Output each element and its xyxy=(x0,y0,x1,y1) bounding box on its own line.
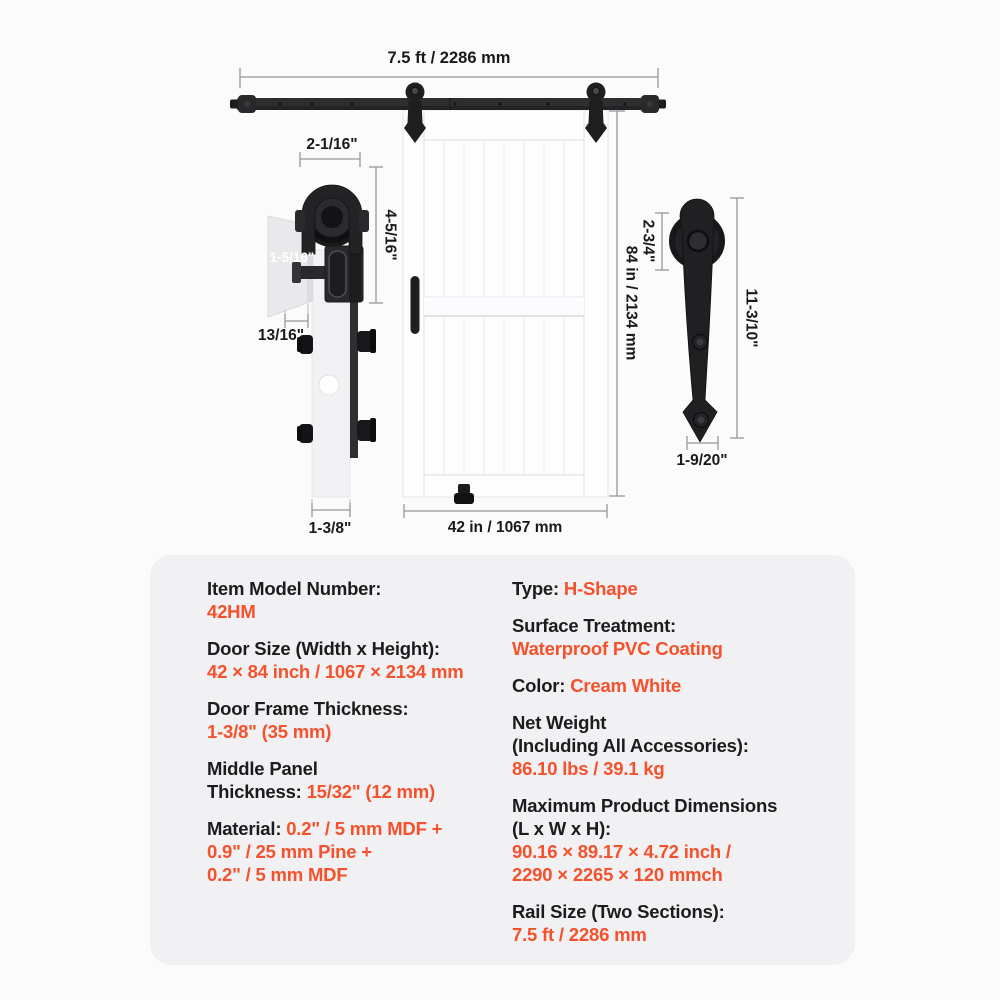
door-handle xyxy=(411,276,420,334)
spec-label: Color: xyxy=(512,675,571,696)
spec-item xyxy=(512,577,842,600)
spec-line xyxy=(512,923,842,946)
spec-value: 0.2" / 5 mm MDF + xyxy=(286,818,443,839)
spec-line xyxy=(207,577,499,600)
spec-item xyxy=(207,637,499,683)
spec-value: 15/32" (12 mm) xyxy=(306,781,435,802)
dimension-label: 1-5/16" xyxy=(269,250,315,265)
spec-value: 0.9" / 25 mm Pine + xyxy=(207,841,372,862)
spec-item xyxy=(512,674,842,697)
spec-line xyxy=(207,840,499,863)
dimension-label: 4-5/16" xyxy=(381,209,399,261)
spec-label: Type: xyxy=(512,578,564,599)
spec-line xyxy=(512,794,842,817)
spec-label: Door Frame Thickness: xyxy=(207,698,409,719)
spec-item xyxy=(207,757,499,803)
spec-column-left xyxy=(207,577,499,965)
spec-line xyxy=(512,734,842,757)
spec-line xyxy=(207,817,499,840)
spec-value: H-Shape xyxy=(563,578,638,599)
spec-line xyxy=(207,697,499,720)
spec-line xyxy=(512,863,842,886)
spec-label: Rail Size (Two Sections): xyxy=(512,901,725,922)
dimension-label: 2-1/16" xyxy=(306,136,358,153)
dimension-label: 1-9/20" xyxy=(676,452,728,469)
spec-label: Thickness: xyxy=(207,781,307,802)
dim-roller-height xyxy=(369,167,399,303)
dim-door-height xyxy=(609,111,640,496)
spec-item xyxy=(512,794,842,886)
spec-label: (Including All Accessories): xyxy=(512,735,749,756)
spec-label: Maximum Product Dimensions xyxy=(512,795,778,816)
barn-door xyxy=(403,110,608,504)
dim-rail-length xyxy=(240,49,658,88)
spec-column-right xyxy=(512,577,842,965)
spec-item xyxy=(512,711,842,780)
spec-line xyxy=(207,720,499,743)
spec-label: (L x W x H): xyxy=(512,818,612,839)
spec-line xyxy=(207,780,499,803)
spec-line xyxy=(512,757,842,780)
spec-line xyxy=(207,637,499,660)
dimension-label: 13/16" xyxy=(257,327,305,344)
spec-label: Item Model Number: xyxy=(207,578,382,599)
spec-label: Net Weight xyxy=(512,712,607,733)
spec-item xyxy=(207,817,499,886)
spec-line xyxy=(512,817,842,840)
dimension-label: 42 in / 1067 mm xyxy=(447,519,563,536)
spec-line xyxy=(207,863,499,886)
dim-roller-width xyxy=(300,136,360,167)
dimension-label: 7.5 ft / 2286 mm xyxy=(387,49,511,67)
spec-item xyxy=(207,577,499,623)
spec-value: Waterproof PVC Coating xyxy=(512,638,723,659)
dim-door-thickness xyxy=(309,499,352,537)
dimension-label: 84 in / 2134 mm xyxy=(622,245,640,361)
hanger-strap-detail xyxy=(669,199,725,442)
spec-line xyxy=(512,614,842,637)
dimension-label: 11-3/10" xyxy=(742,288,760,348)
dim-hanger-wheel-height xyxy=(640,213,670,270)
spec-line xyxy=(512,840,842,863)
spec-value: 2290 × 2265 × 120 mmch xyxy=(512,864,723,885)
spec-line xyxy=(207,600,499,623)
spec-value: 0.2" / 5 mm MDF xyxy=(207,864,348,885)
spec-value: 7.5 ft / 2286 mm xyxy=(512,924,647,945)
spec-line xyxy=(207,757,499,780)
dim-hanger-tip-width xyxy=(676,436,727,469)
rail-end-cap-right xyxy=(641,95,666,113)
dim-door-width xyxy=(404,504,607,536)
spec-value: 86.10 lbs / 39.1 kg xyxy=(512,758,665,779)
dimension-label: 2-3/4" xyxy=(639,219,657,263)
spec-label: Door Size (Width x Height): xyxy=(207,638,440,659)
spec-line xyxy=(512,577,842,600)
spec-line xyxy=(512,637,842,660)
spec-label: Material: xyxy=(207,818,287,839)
spec-panel xyxy=(150,555,855,965)
spec-value: 42 × 84 inch / 1067 × 2134 mm xyxy=(207,661,464,682)
dimension-label: 1-3/8" xyxy=(308,520,352,537)
spec-line xyxy=(512,674,842,697)
spec-item xyxy=(512,900,842,946)
dim-plate-width xyxy=(270,250,315,265)
spec-value: 90.16 × 89.17 × 4.72 inch / xyxy=(512,841,731,862)
spec-label: Middle Panel xyxy=(207,758,318,779)
spec-value: 42HM xyxy=(207,601,256,622)
spec-label: Surface Treatment: xyxy=(512,615,676,636)
spec-item xyxy=(512,614,842,660)
spec-line xyxy=(512,711,842,734)
spec-value: Cream White xyxy=(570,675,682,696)
dim-hanger-length xyxy=(730,198,760,438)
spec-line xyxy=(207,660,499,683)
spec-line xyxy=(512,900,842,923)
spec-value: 1-3/8" (35 mm) xyxy=(207,721,332,742)
spec-item xyxy=(207,697,499,743)
rail-end-cap-left xyxy=(230,95,256,113)
